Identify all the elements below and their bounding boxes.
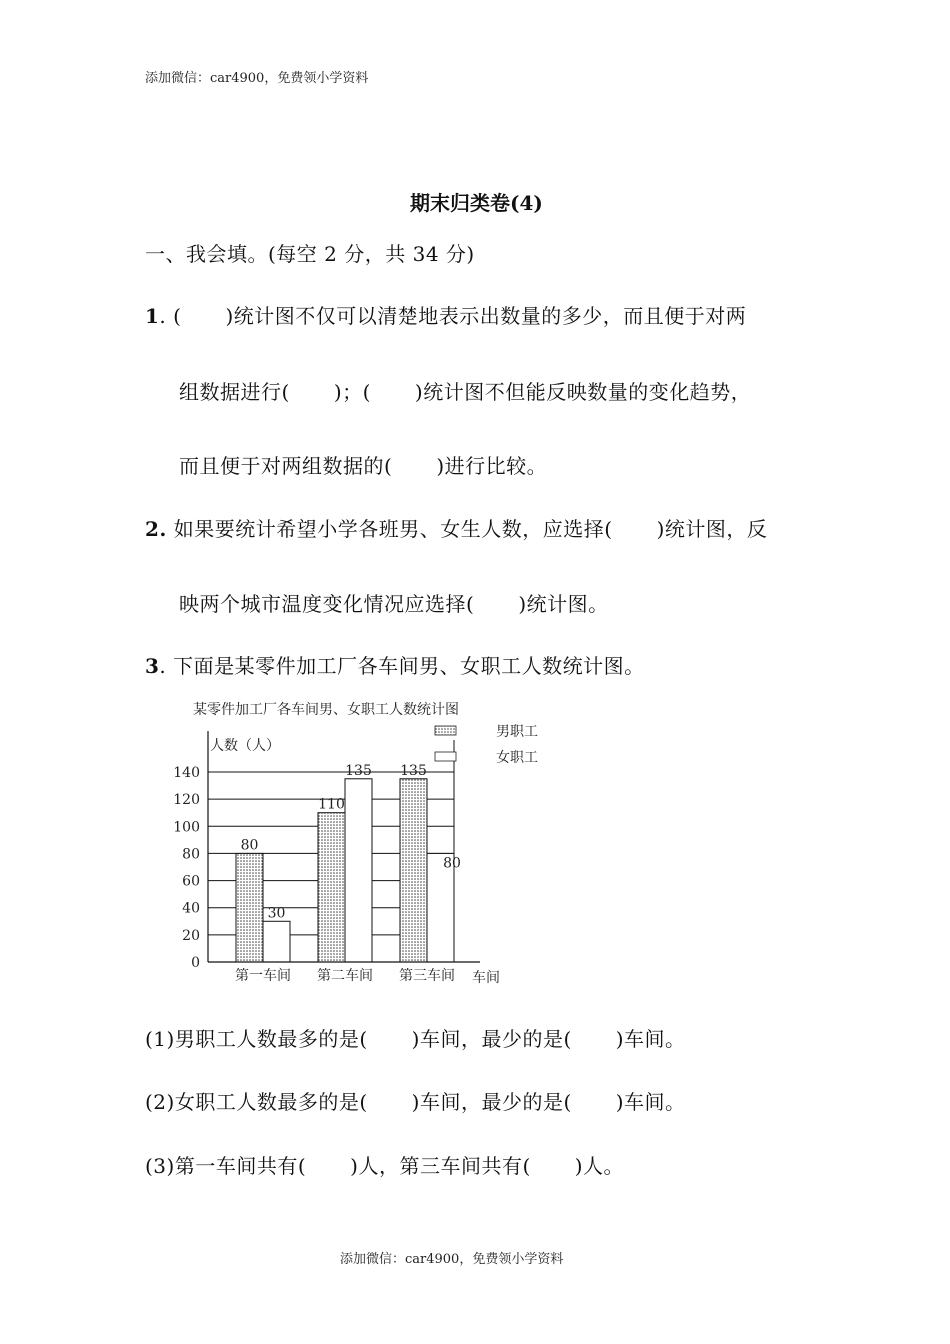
watermark-bottom: 添加微信：car4900，免费领小学资料 bbox=[340, 1252, 564, 1267]
legend bbox=[435, 724, 538, 766]
question-1-line-1: 1. ( )统计图不仅可以清楚地表示出数量的多少，而且便于对两 bbox=[145, 304, 747, 328]
question-2-line-2: 映两个城市温度变化情况应选择( )统计图。 bbox=[179, 592, 609, 616]
bar-value-label: 110 bbox=[318, 796, 345, 813]
y-tick-label: 100 bbox=[173, 819, 200, 836]
sub-question-3: (3)第一车间共有( )人，第三车间共有( )人。 bbox=[145, 1154, 625, 1178]
bar-value-label: 80 bbox=[240, 837, 259, 854]
bar bbox=[263, 921, 290, 962]
bar bbox=[236, 853, 263, 962]
bar bbox=[318, 813, 345, 962]
bar-value-label: 135 bbox=[345, 762, 372, 779]
y-axis-label: 人数（人） bbox=[210, 738, 280, 754]
y-tick-label: 40 bbox=[182, 900, 200, 917]
question-1-number: 1 bbox=[145, 304, 160, 328]
question-3-line-1: 3. 下面是某零件加工厂各车间男、女职工人数统计图。 bbox=[145, 654, 645, 678]
bar bbox=[345, 779, 372, 962]
bar bbox=[400, 779, 427, 962]
sub-question-1: (1)男职工人数最多的是( )车间，最少的是( )车间。 bbox=[145, 1027, 686, 1051]
question-3-number: 3 bbox=[145, 654, 160, 678]
legend-swatch-female bbox=[435, 752, 456, 761]
y-tick-label: 120 bbox=[173, 792, 200, 809]
page-title: 期末归类卷(4) bbox=[410, 191, 543, 215]
legend-label-male: 男职工 bbox=[496, 724, 538, 740]
y-tick-label: 20 bbox=[182, 927, 200, 944]
question-2-line-1: 2. 如果要统计希望小学各班男、女生人数，应选择( )统计图，反 bbox=[145, 517, 768, 541]
sub-question-2: (2)女职工人数最多的是( )车间，最少的是( )车间。 bbox=[145, 1090, 686, 1114]
section-heading: 一、我会填。(每空 2 分，共 34 分) bbox=[145, 242, 475, 266]
bar-value-label: 135 bbox=[400, 762, 427, 779]
category-label: 第二车间 bbox=[317, 968, 373, 984]
bar-value-label: 30 bbox=[267, 905, 286, 922]
y-tick-label: 80 bbox=[182, 846, 200, 863]
question-1-line-2: 组数据进行( )；( )统计图不但能反映数量的变化趋势， bbox=[179, 380, 752, 404]
bar-value-label: 80 bbox=[443, 855, 461, 872]
category-label: 第一车间 bbox=[235, 968, 291, 984]
y-tick-label: 60 bbox=[182, 873, 200, 890]
legend-label-female: 女职工 bbox=[496, 750, 538, 766]
y-tick-label: 0 bbox=[191, 955, 200, 971]
question-2-number: 2. bbox=[145, 517, 167, 541]
y-tick-label: 140 bbox=[173, 765, 200, 781]
watermark-top: 添加微信：car4900，免费领小学资料 bbox=[145, 71, 369, 86]
category-label: 第三车间 bbox=[399, 968, 455, 984]
bar-chart bbox=[173, 695, 560, 995]
legend-swatch-male bbox=[435, 726, 456, 735]
chart-title: 某零件加工厂各车间男、女职工人数统计图 bbox=[193, 702, 459, 718]
question-1-line-3: 而且便于对两组数据的( )进行比较。 bbox=[179, 454, 548, 478]
x-axis-label: 车间 bbox=[472, 970, 500, 986]
